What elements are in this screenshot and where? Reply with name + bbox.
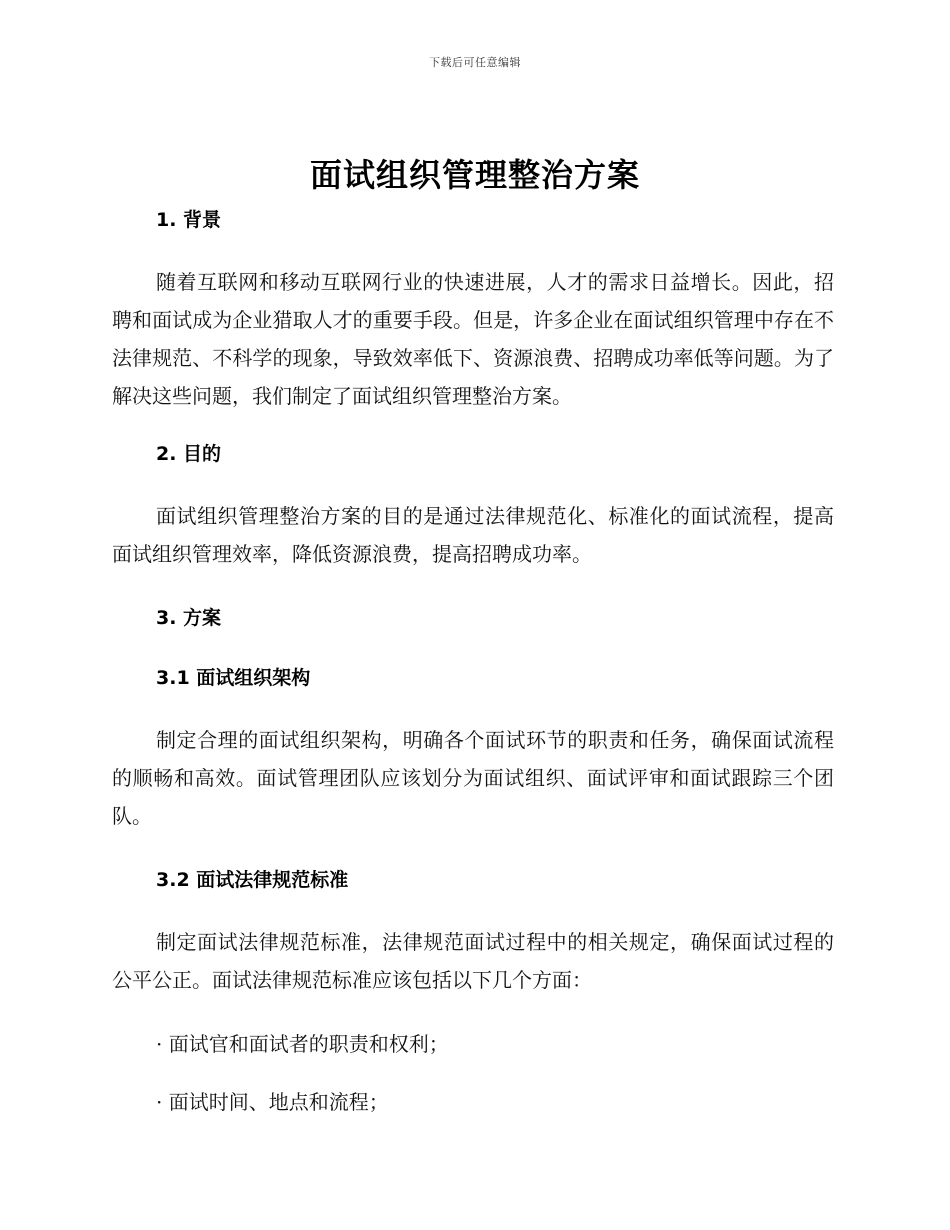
document-body (112, 205, 834, 1117)
section-paragraph-standards: 制定面试法律规范标准，法律规范面试过程中的相关规定，确保面试过程的公平公正。面试法律规范标准应该包括以下几个方面： (112, 930, 834, 992)
document-title: 面试组织管理整治方案 (309, 156, 640, 194)
list-item: · 面试时间、地点和流程； (156, 1090, 389, 1114)
header-note: 下载后可任意编辑 (429, 56, 521, 69)
section-paragraph-purpose: 面试组织管理整治方案的目的是通过法律规范化、标准化的面试流程，提高面试组织管理效率，降低资源浪费，提高招聘成功率。 (112, 504, 834, 566)
section-heading-purpose: 2. 目的 (156, 443, 222, 465)
section-heading-standards: 3.2 面试法律规范标准 (156, 869, 349, 891)
list-item: · 面试官和面试者的职责和权利； (156, 1032, 449, 1056)
section-heading-plan: 3. 方案 (156, 607, 222, 629)
section-heading-background: 1. 背景 (156, 209, 222, 231)
section-paragraph-background: 随着互联网和移动互联网行业的快速进展，人才的需求日益增长。因此，招聘和面试成为企业猎取人才的重要手段。但是，许多企业在面试组织管理中存在不法律规范、不科学的现象，导致效率低下、资源浪费、招聘成功率低等问题。为了解决这些问题，我们制定了面试组织管理整治方案。 (112, 270, 834, 408)
section-paragraph-structure: 制定合理的面试组织架构，明确各个面试环节的职责和任务，确保面试流程的顺畅和高效。面试管理团队应该划分为面试组织、面试评审和面试跟踪三个团队。 (112, 728, 834, 828)
section-heading-structure: 3.1 面试组织架构 (156, 667, 311, 689)
